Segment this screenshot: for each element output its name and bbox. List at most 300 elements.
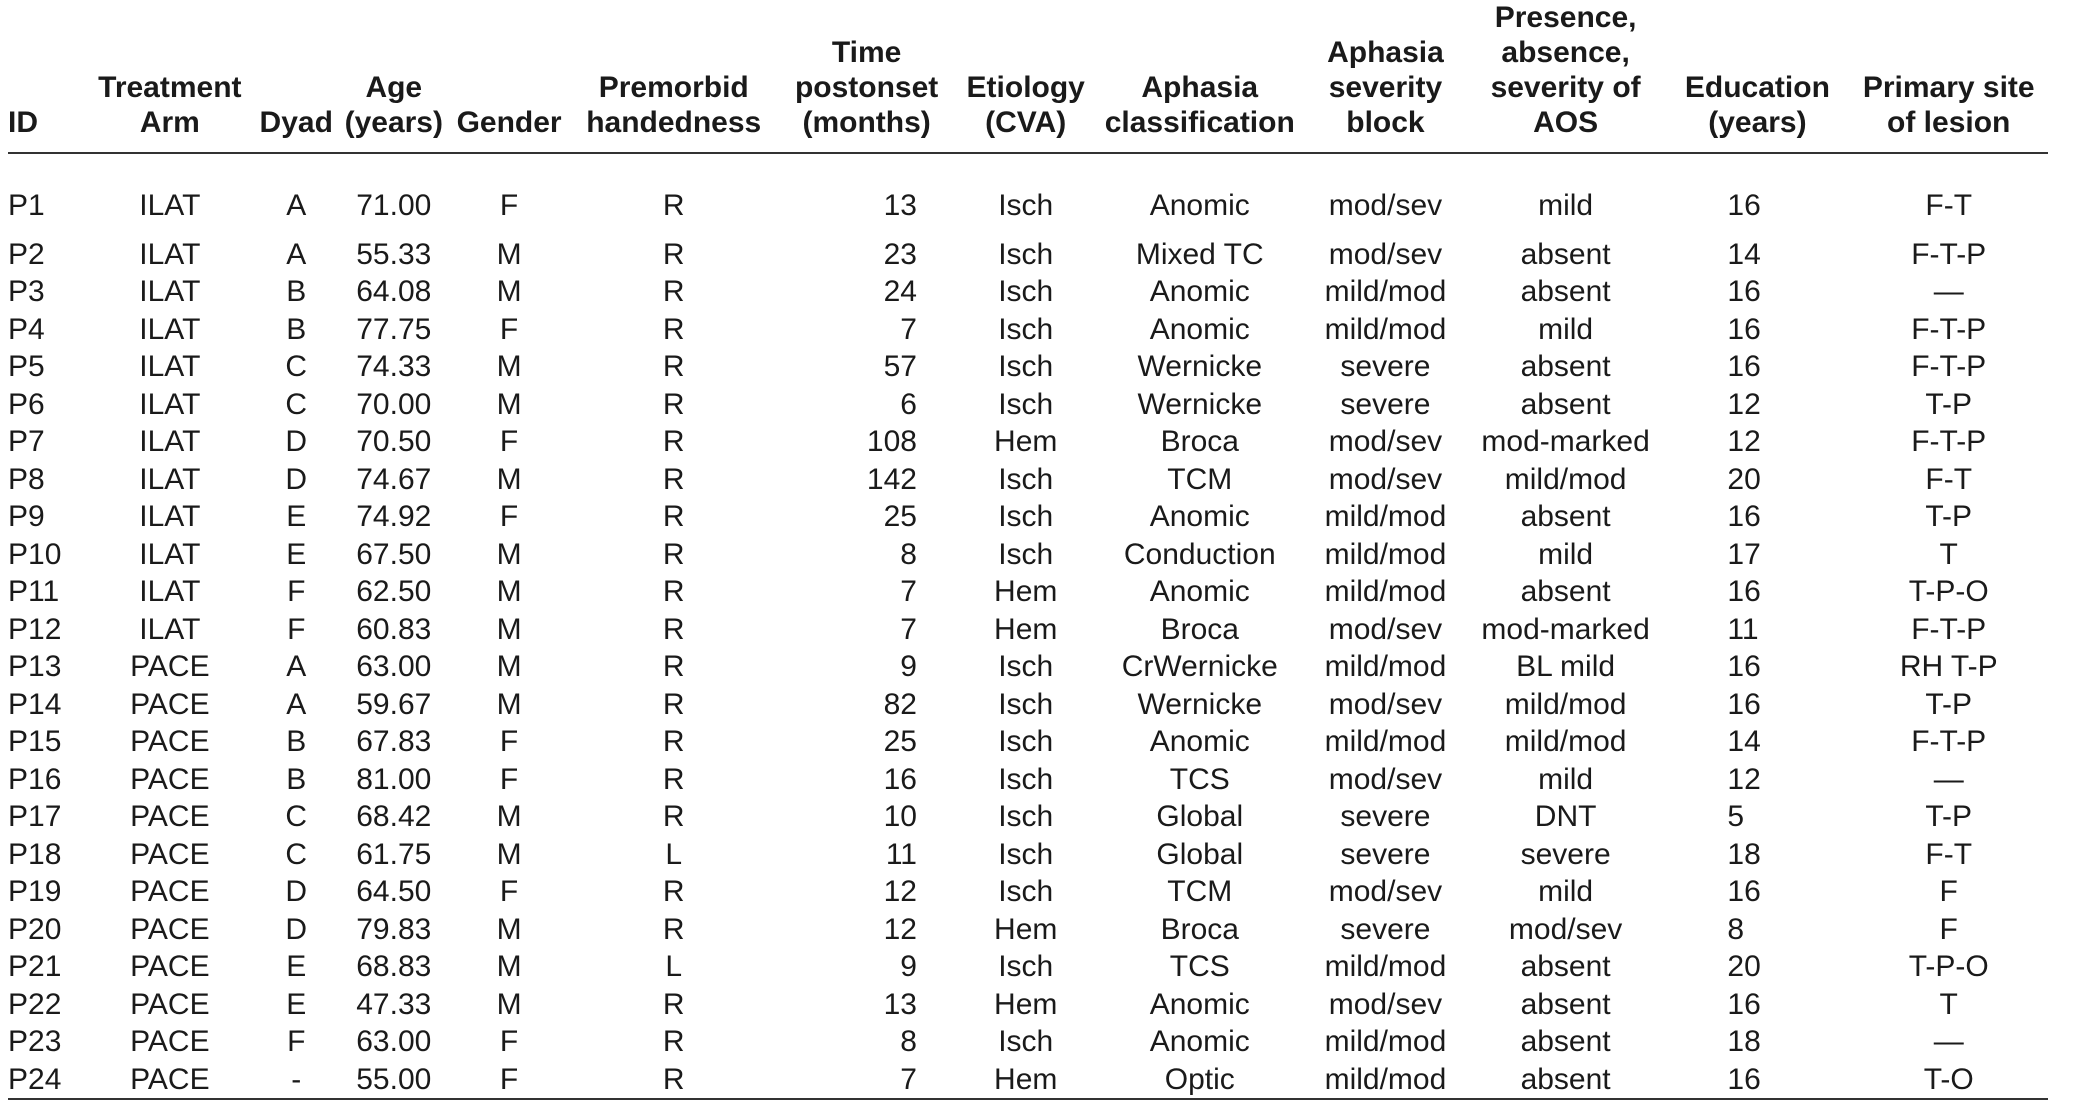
cell-aos: mild [1538, 762, 1594, 796]
cell-treatment-arm: PACE [130, 725, 210, 758]
cell-age: 77.75 [356, 312, 432, 346]
cell-id: P18 [8, 837, 62, 871]
cell-dyad: D [285, 425, 308, 458]
cell-aos: mild/mod [1504, 687, 1627, 721]
cell-time-postonset: 13 [883, 189, 917, 222]
cell-time-postonset: 7 [900, 612, 917, 646]
cell-etiology: Isch [998, 189, 1054, 222]
cell-treatment-arm: PACE [130, 687, 210, 721]
header-treatment-arm: Treatment Arm [98, 71, 242, 139]
cell-lesion-site: F [1939, 912, 1958, 946]
cell-education: 16 [1727, 987, 1761, 1021]
cell-aos: absent [1520, 950, 1611, 983]
cell-aphasia-classification: CrWernicke [1121, 650, 1278, 683]
table-row [8, 873, 2048, 911]
cell-aphasia-severity: mod/sev [1328, 462, 1443, 496]
cell-handedness: R [662, 800, 685, 833]
cell-lesion-site: T-O [1849, 1061, 2048, 1100]
cell-education: 18 [1727, 1025, 1761, 1058]
cell-id: P1 [8, 189, 45, 222]
cell-treatment-arm: PACE [130, 650, 210, 683]
cell-aos: DNT [1534, 800, 1597, 833]
cell-handedness: R [662, 237, 685, 271]
cell-gender: F [447, 1061, 571, 1100]
cell-id: P23 [8, 1025, 62, 1058]
cell-time-postonset: 25 [883, 725, 917, 758]
cell-treatment-arm: PACE [88, 1061, 252, 1100]
cell-dyad: C [285, 387, 308, 421]
cell-id: P6 [8, 387, 45, 421]
cell-aos: mild [1538, 312, 1594, 346]
cell-aphasia-classification: Broca [1160, 425, 1239, 458]
cell-aos: absent [1520, 350, 1611, 383]
cell-time-postonset: 9 [900, 950, 917, 983]
cell-dyad: F [287, 575, 306, 608]
cell-age: 70.00 [356, 387, 432, 421]
cell-aphasia-severity: mild/mod [1305, 1061, 1466, 1100]
header-time-postonset: Time postonset (months) [794, 36, 939, 139]
cell-age: 64.50 [356, 875, 432, 908]
cell-lesion-site: T-P-O [1908, 575, 1989, 608]
cell-dyad: E [286, 987, 307, 1021]
participant-characteristics-table [8, 0, 2048, 1100]
cell-aphasia-classification: Global [1156, 800, 1244, 833]
cell-aphasia-severity: mild/mod [1324, 575, 1447, 608]
cell-aphasia-classification: Mixed TC [1135, 237, 1264, 271]
header-aphasia-severity: Aphasia severity block [1327, 36, 1444, 139]
cell-id: P16 [8, 762, 62, 796]
cell-education: 16 [1727, 312, 1761, 346]
cell-dyad: D [285, 462, 308, 496]
cell-aphasia-severity: mild/mod [1324, 275, 1447, 308]
cell-age: 74.67 [356, 462, 432, 496]
cell-age: 47.33 [356, 987, 432, 1021]
cell-dyad: C [285, 837, 308, 871]
table-row [8, 798, 2048, 836]
cell-aphasia-classification: Anomic [1149, 1025, 1250, 1058]
table-header-row [8, 0, 2048, 153]
header-education: Education (years) [1684, 71, 1830, 139]
cell-aos: absent [1520, 500, 1611, 533]
cell-aphasia-classification: TCS [1169, 950, 1230, 983]
cell-etiology: Isch [998, 237, 1054, 271]
cell-handedness: R [662, 725, 685, 758]
cell-handedness: R [662, 500, 685, 533]
table-row [8, 648, 2048, 686]
cell-gender: M [496, 387, 522, 421]
cell-aphasia-severity: mild/mod [1324, 1025, 1447, 1058]
cell-handedness: R [662, 425, 685, 458]
cell-time-postonset: 57 [883, 350, 917, 383]
cell-etiology: Hem [957, 1061, 1094, 1100]
cell-etiology: Isch [998, 500, 1054, 533]
cell-handedness: R [662, 537, 685, 571]
cell-gender: F [499, 500, 519, 533]
cell-dyad: A [286, 650, 307, 683]
cell-dyad: - [252, 1061, 341, 1100]
cell-time-postonset: 10 [883, 800, 917, 833]
cell-gender: M [496, 462, 522, 496]
cell-education: 20 [1727, 462, 1761, 496]
cell-education: 12 [1727, 387, 1761, 421]
cell-lesion-site: RH T-P [1899, 650, 1998, 683]
cell-aphasia-classification: Optic [1094, 1061, 1305, 1100]
cell-time-postonset: 12 [883, 875, 917, 908]
table-row [8, 761, 2048, 799]
cell-id: P24 [8, 1061, 88, 1100]
cell-dyad: E [286, 537, 307, 571]
cell-dyad: D [285, 875, 308, 908]
table-row [8, 1061, 2048, 1100]
cell-aos: absent [1466, 1061, 1666, 1100]
cell-age: 79.83 [356, 912, 432, 946]
cell-time-postonset: 25 [883, 500, 917, 533]
cell-age: 55.33 [356, 237, 432, 271]
participant-table-container [8, 0, 2048, 1100]
cell-aphasia-classification: Wernicke [1137, 687, 1262, 721]
cell-aphasia-severity: mod/sev [1328, 189, 1443, 222]
cell-lesion-site: F-T-P [1911, 425, 1987, 458]
header-etiology: Etiology (CVA) [966, 71, 1085, 139]
cell-age: 55.00 [341, 1061, 447, 1100]
cell-time-postonset: 12 [883, 912, 917, 946]
cell-aphasia-severity: mod/sev [1328, 237, 1443, 271]
cell-aphasia-severity: mild/mod [1324, 950, 1447, 983]
cell-dyad: C [285, 800, 308, 833]
cell-etiology: Hem [994, 612, 1058, 646]
cell-handedness: R [662, 875, 685, 908]
cell-lesion-site: — [1933, 1025, 1964, 1058]
cell-treatment-arm: ILAT [139, 500, 201, 533]
table-row [8, 423, 2048, 461]
cell-lesion-site: F-T-P [1911, 725, 1987, 758]
cell-age: 81.00 [356, 762, 432, 796]
table-body [8, 153, 2048, 1099]
cell-education: 16 [1727, 350, 1761, 383]
cell-gender: M [496, 537, 522, 571]
cell-education: 18 [1727, 837, 1761, 871]
cell-aos: mild [1538, 537, 1594, 571]
cell-handedness: R [662, 650, 685, 683]
cell-gender: F [499, 762, 519, 796]
cell-id: P3 [8, 275, 45, 308]
cell-aphasia-classification: Broca [1160, 612, 1239, 646]
cell-etiology: Isch [998, 875, 1054, 908]
cell-handedness: R [662, 350, 685, 383]
cell-gender: M [496, 650, 522, 683]
cell-etiology: Isch [998, 650, 1054, 683]
cell-education: 5 [1727, 800, 1745, 833]
cell-aphasia-severity: severe [1340, 800, 1431, 833]
cell-education: 12 [1727, 425, 1761, 458]
cell-aphasia-severity: severe [1340, 912, 1431, 946]
cell-time-postonset: 11 [885, 837, 917, 871]
cell-etiology: Hem [994, 575, 1058, 608]
cell-id: P14 [8, 687, 62, 721]
cell-dyad: E [286, 500, 307, 533]
cell-education: 17 [1727, 537, 1761, 571]
cell-id: P12 [8, 612, 62, 646]
cell-etiology: Isch [998, 950, 1054, 983]
cell-time-postonset: 7 [900, 312, 917, 346]
cell-time-postonset: 8 [900, 537, 917, 571]
header-handedness: Premorbid handedness [586, 71, 762, 139]
cell-handedness: L [665, 837, 683, 871]
cell-age: 63.00 [356, 1025, 432, 1058]
cell-age: 60.83 [356, 612, 432, 646]
cell-aphasia-classification: Conduction [1123, 537, 1276, 571]
cell-lesion-site: T [1939, 987, 1958, 1021]
cell-gender: F [499, 425, 519, 458]
cell-age: 68.83 [356, 950, 432, 983]
cell-time-postonset: 6 [900, 387, 917, 421]
cell-aphasia-severity: mod/sev [1328, 987, 1443, 1021]
cell-handedness: R [662, 612, 685, 646]
table-row [8, 348, 2048, 386]
cell-id: P7 [8, 425, 45, 458]
header-gender: Gender [456, 106, 562, 139]
table-row [8, 723, 2048, 761]
cell-aphasia-classification: TCM [1167, 462, 1233, 496]
cell-lesion-site: T-P [1925, 687, 1973, 721]
cell-education: 14 [1727, 725, 1761, 758]
cell-age: 64.08 [356, 275, 432, 308]
cell-lesion-site: T-P [1925, 387, 1973, 421]
cell-gender: M [496, 987, 522, 1021]
cell-age: 71.00 [356, 189, 432, 222]
cell-dyad: B [286, 762, 307, 796]
header-aphasia-classification: Aphasia classification [1104, 71, 1295, 139]
cell-education: 16 [1727, 275, 1761, 308]
cell-treatment-arm: ILAT [139, 237, 201, 271]
cell-gender: M [496, 275, 522, 308]
cell-lesion-site: F-T [1925, 189, 1973, 222]
cell-gender: M [496, 350, 522, 383]
cell-aos: absent [1520, 387, 1611, 421]
cell-aphasia-classification: Broca [1160, 912, 1239, 946]
cell-handedness: R [662, 912, 685, 946]
cell-aos: mild/mod [1504, 725, 1627, 758]
cell-aphasia-severity: mod/sev [1328, 875, 1443, 908]
cell-etiology: Hem [994, 425, 1058, 458]
cell-etiology: Isch [998, 837, 1054, 871]
cell-aos: mod-marked [1481, 425, 1650, 458]
cell-aphasia-classification: Anomic [1149, 575, 1250, 608]
cell-time-postonset: 7 [776, 1061, 957, 1100]
cell-age: 70.50 [356, 425, 432, 458]
cell-dyad: D [285, 912, 308, 946]
cell-time-postonset: 23 [883, 237, 917, 271]
cell-aos: BL mild [1516, 650, 1616, 683]
cell-etiology: Isch [998, 312, 1054, 346]
cell-id: P19 [8, 875, 62, 908]
cell-treatment-arm: ILAT [139, 462, 201, 496]
cell-treatment-arm: ILAT [139, 425, 201, 458]
cell-etiology: Isch [998, 687, 1054, 721]
cell-etiology: Isch [998, 762, 1054, 796]
cell-gender: F [499, 1025, 519, 1058]
cell-education: 16 [1727, 875, 1761, 908]
cell-education: 16 [1665, 1061, 1849, 1100]
table-row [8, 461, 2048, 499]
cell-aphasia-classification: Anomic [1149, 275, 1250, 308]
cell-gender: F [499, 189, 519, 222]
table-row [8, 311, 2048, 349]
cell-dyad: A [286, 189, 307, 222]
table-row [8, 573, 2048, 611]
cell-aos: absent [1520, 1025, 1611, 1058]
cell-dyad: F [287, 1025, 306, 1058]
cell-aphasia-severity: mod/sev [1328, 687, 1443, 721]
cell-aphasia-classification: Global [1156, 837, 1244, 871]
cell-id: P10 [8, 537, 62, 571]
cell-gender: M [496, 687, 522, 721]
table-row [8, 536, 2048, 574]
cell-etiology: Isch [998, 350, 1054, 383]
cell-aphasia-severity: severe [1340, 387, 1431, 421]
cell-aphasia-classification: Anomic [1149, 725, 1250, 758]
cell-treatment-arm: ILAT [139, 575, 201, 608]
cell-id: P4 [8, 312, 45, 346]
cell-etiology: Isch [998, 462, 1054, 496]
table-row [8, 911, 2048, 949]
cell-dyad: E [286, 950, 307, 983]
cell-handedness: R [662, 1025, 685, 1058]
cell-age: 62.50 [356, 575, 432, 608]
cell-aphasia-classification: Wernicke [1137, 350, 1262, 383]
cell-aphasia-severity: mod/sev [1328, 762, 1443, 796]
cell-education: 20 [1727, 950, 1761, 983]
cell-age: 68.42 [356, 800, 432, 833]
cell-education: 12 [1727, 762, 1761, 796]
cell-etiology: Hem [994, 987, 1058, 1021]
cell-lesion-site: F-T-P [1911, 350, 1987, 383]
cell-gender: F [499, 875, 519, 908]
cell-aphasia-classification: Anomic [1149, 987, 1250, 1021]
cell-education: 16 [1727, 650, 1761, 683]
cell-age: 63.00 [356, 650, 432, 683]
cell-aphasia-severity: mod/sev [1328, 425, 1443, 458]
header-age: Age (years) [344, 71, 443, 139]
cell-treatment-arm: ILAT [139, 312, 201, 346]
table-row [8, 153, 2048, 236]
cell-handedness: R [662, 312, 685, 346]
cell-treatment-arm: ILAT [139, 350, 201, 383]
cell-dyad: C [285, 350, 308, 383]
table-row [8, 686, 2048, 724]
header-aos: Presence, absence, severity of AOS [1490, 1, 1641, 139]
cell-aphasia-classification: Anomic [1149, 312, 1250, 346]
cell-time-postonset: 24 [883, 275, 917, 308]
cell-id: P2 [8, 237, 45, 271]
cell-handedness: R [662, 762, 685, 796]
cell-lesion-site: F [1939, 875, 1958, 908]
cell-time-postonset: 7 [900, 575, 917, 608]
cell-treatment-arm: ILAT [139, 275, 201, 308]
cell-etiology: Isch [998, 725, 1054, 758]
cell-time-postonset: 9 [900, 650, 917, 683]
cell-etiology: Isch [998, 387, 1054, 421]
cell-id: P5 [8, 350, 45, 383]
cell-etiology: Isch [998, 537, 1054, 571]
cell-lesion-site: F-T [1925, 462, 1973, 496]
cell-aphasia-severity: mild/mod [1324, 500, 1447, 533]
cell-age: 61.75 [356, 837, 432, 871]
table-row [8, 498, 2048, 536]
cell-handedness: R [662, 687, 685, 721]
cell-aphasia-classification: Anomic [1149, 500, 1250, 533]
cell-aphasia-severity: severe [1340, 837, 1431, 871]
cell-aos: absent [1520, 987, 1611, 1021]
cell-aos: severe [1520, 837, 1611, 871]
cell-lesion-site: F-T [1925, 837, 1973, 871]
cell-education: 16 [1727, 575, 1761, 608]
cell-aos: absent [1520, 575, 1611, 608]
cell-time-postonset: 13 [883, 987, 917, 1021]
cell-aos: mild [1538, 875, 1594, 908]
cell-education: 16 [1727, 189, 1761, 222]
cell-aos: mod/sev [1508, 912, 1623, 946]
cell-treatment-arm: ILAT [139, 189, 201, 222]
cell-aphasia-severity: mild/mod [1324, 725, 1447, 758]
cell-gender: M [496, 575, 522, 608]
cell-etiology: Isch [998, 275, 1054, 308]
cell-time-postonset: 82 [883, 687, 917, 721]
cell-age: 74.92 [356, 500, 432, 533]
cell-age: 67.50 [356, 537, 432, 571]
cell-handedness: R [662, 462, 685, 496]
cell-education: 16 [1727, 500, 1761, 533]
cell-handedness: R [571, 1061, 776, 1100]
cell-treatment-arm: ILAT [139, 387, 201, 421]
cell-education: 8 [1727, 912, 1745, 946]
cell-gender: M [496, 612, 522, 646]
cell-aos: mild/mod [1504, 462, 1627, 496]
cell-handedness: L [665, 950, 683, 983]
cell-aos: absent [1520, 275, 1611, 308]
cell-dyad: B [286, 312, 307, 346]
cell-dyad: B [286, 725, 307, 758]
cell-time-postonset: 108 [866, 425, 917, 458]
cell-aphasia-severity: mild/mod [1324, 537, 1447, 571]
cell-aos: mod-marked [1481, 612, 1650, 646]
cell-lesion-site: T [1939, 537, 1958, 571]
cell-age: 74.33 [356, 350, 432, 383]
cell-aphasia-classification: TCS [1169, 762, 1230, 796]
table-row [8, 836, 2048, 874]
cell-aphasia-severity: severe [1340, 350, 1431, 383]
cell-handedness: R [662, 387, 685, 421]
cell-aphasia-classification: Anomic [1149, 189, 1250, 222]
cell-education: 14 [1727, 237, 1761, 271]
cell-handedness: R [662, 189, 685, 222]
cell-time-postonset: 142 [866, 462, 917, 496]
cell-age: 59.67 [356, 687, 432, 721]
cell-handedness: R [662, 275, 685, 308]
cell-aphasia-severity: mod/sev [1328, 612, 1443, 646]
cell-id: P8 [8, 462, 45, 496]
cell-time-postonset: 16 [883, 762, 917, 796]
cell-treatment-arm: PACE [130, 987, 210, 1021]
cell-treatment-arm: PACE [130, 912, 210, 946]
cell-education: 16 [1727, 687, 1761, 721]
cell-age: 67.83 [356, 725, 432, 758]
cell-gender: M [496, 800, 522, 833]
cell-lesion-site: — [1933, 275, 1964, 308]
cell-gender: F [499, 312, 519, 346]
cell-aos: absent [1520, 237, 1611, 271]
cell-etiology: Isch [998, 800, 1054, 833]
